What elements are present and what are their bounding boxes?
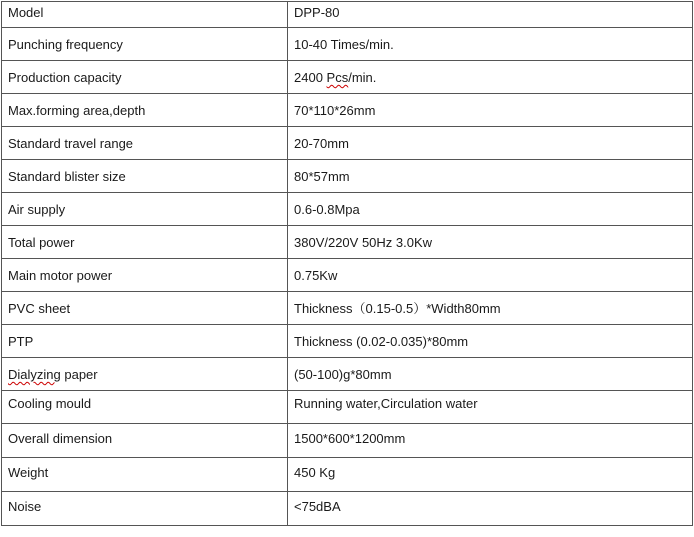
value-cell: DPP-80 bbox=[288, 2, 693, 28]
param-cell: Cooling mould bbox=[2, 391, 288, 424]
value-cell: 20-70mm bbox=[288, 127, 693, 160]
table-row bbox=[2, 424, 693, 458]
param-cell: Noise bbox=[2, 492, 288, 526]
table-row bbox=[2, 193, 693, 226]
spec-table bbox=[1, 1, 693, 526]
param-cell: Main motor power bbox=[2, 259, 288, 292]
table-row bbox=[2, 2, 693, 28]
table-row bbox=[2, 358, 693, 391]
param-cell: Max.forming area,depth bbox=[2, 94, 288, 127]
table-row bbox=[2, 259, 693, 292]
table-row bbox=[2, 61, 693, 94]
table-row bbox=[2, 325, 693, 358]
value-cell: 450 Kg bbox=[288, 458, 693, 492]
value-cell: <75dBA bbox=[288, 492, 693, 526]
value-cell: 1500*600*1200mm bbox=[288, 424, 693, 458]
value-cell: 2400 Pcs/min. bbox=[288, 61, 693, 94]
value-cell: 380V/220V 50Hz 3.0Kw bbox=[288, 226, 693, 259]
table-row bbox=[2, 226, 693, 259]
param-cell: Standard travel range bbox=[2, 127, 288, 160]
param-cell: PVC sheet bbox=[2, 292, 288, 325]
param-cell: Punching frequency bbox=[2, 28, 288, 61]
table-row bbox=[2, 292, 693, 325]
table-row bbox=[2, 94, 693, 127]
param-cell: Air supply bbox=[2, 193, 288, 226]
param-cell: Standard blister size bbox=[2, 160, 288, 193]
param-cell: Dialyzing paper bbox=[2, 358, 288, 391]
value-cell: Running water,Circulation water bbox=[288, 391, 693, 424]
value-cell: 0.6-0.8Mpa bbox=[288, 193, 693, 226]
value-cell: 80*57mm bbox=[288, 160, 693, 193]
param-cell: Overall dimension bbox=[2, 424, 288, 458]
table-row bbox=[2, 127, 693, 160]
value-cell: 10-40 Times/min. bbox=[288, 28, 693, 61]
value-cell: Thickness（0.15-0.5）*Width80mm bbox=[288, 292, 693, 325]
param-cell: Production capacity bbox=[2, 61, 288, 94]
param-cell: Model bbox=[2, 2, 288, 28]
value-cell: 70*110*26mm bbox=[288, 94, 693, 127]
value-cell: 0.75Kw bbox=[288, 259, 693, 292]
table-row bbox=[2, 391, 693, 424]
table-row bbox=[2, 28, 693, 61]
value-cell: (50-100)g*80mm bbox=[288, 358, 693, 391]
value-cell: Thickness (0.02-0.035)*80mm bbox=[288, 325, 693, 358]
table-row bbox=[2, 160, 693, 193]
param-cell: Weight bbox=[2, 458, 288, 492]
param-cell: PTP bbox=[2, 325, 288, 358]
table-row bbox=[2, 492, 693, 526]
table-row bbox=[2, 458, 693, 492]
param-cell: Total power bbox=[2, 226, 288, 259]
